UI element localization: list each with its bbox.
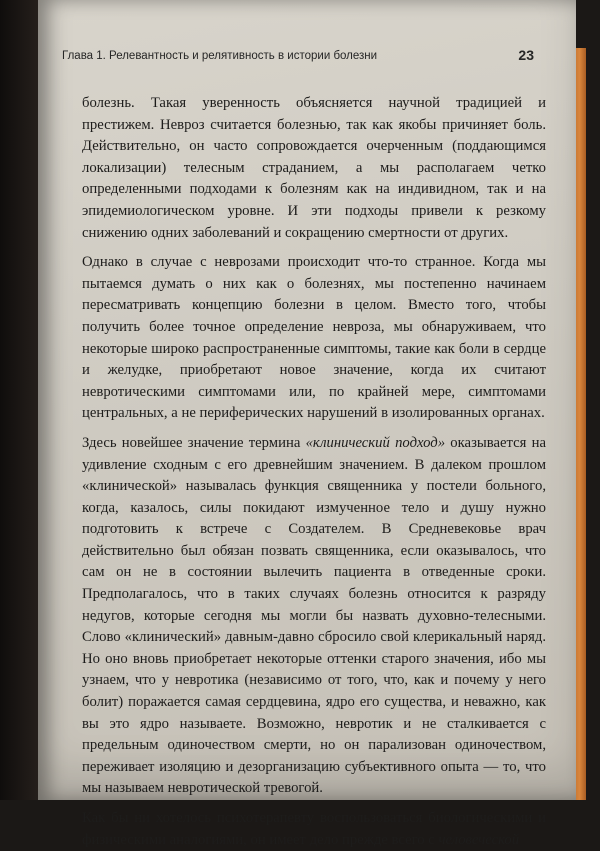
paragraph-4 [82, 808, 546, 851]
paragraph-3-italic-term: «клинический подход» [305, 434, 446, 451]
paragraph-1: болезнь. Такая уверенность объясняется научной традицией и престижем. Невроз считается болезнью, так как якобы причиняет боль. Действительно, он часто сопровождается очерченным (поддающимся локализации) телесным страданием, а мы располагаем четко определенными подходами к болезням как на индивидном, так и на эпидемиологическом уровне. И эти подходы привели к резкому снижению одних заболеваний и сокращению смертности от других. [82, 95, 546, 241]
paragraph-4-start: Как бы ни хотелось психотерапевту воспользоваться биологическими и физическими аналогиями, он имеет дело прежде всего с [82, 810, 546, 848]
book-page [38, 0, 576, 848]
paragraph-3 [82, 433, 546, 800]
paragraph-3-rest: оказывается на удивление сходным с его древнейшим значением. В далеком прошлом «клинической» называлась функция священника у постели больного, когда, казалось, силы покидают измученное тело и душу нужно подготовить к встрече с Создателем. В Средневековье врач действительно был обязан позвать священника, если оказывалось, что сам он не в состоянии вылечить пациента в отведенные сроки. Предполагалось, что в таких случаях болезнь относится к разряду недугов, которые сегодня мы могли бы назвать духовно-телесными. Слово «клинический» давным-давно сбросило свой клерикальный наряд. Но оно вновь приобретает некоторые оттенки старого значения, ибо мы узнаем, что у невротика (независимо от того, что, как и почему у него болит) поражается самая сердцевина, ядро его существа, и неважно, как вы это ядро называете. Возможно, невротик и не сталкивается с предельным одиночеством смерти, но он парализован одиночеством, переживает изоляцию и дезорганизацию субъективного опыта — то, что мы называем невротической тревогой. [82, 434, 546, 797]
chapter-title: Глава 1. Релевантность и релятивность в истории болезни [62, 50, 378, 62]
body-text [82, 93, 546, 851]
paragraph-4-italic-word: человеческой [438, 831, 520, 848]
table-surface [0, 0, 40, 800]
paragraph-2: Однако в случае с неврозами происходит что-то странное. Когда мы пытаемся думать о них как о болезнях, мы постепенно начинаем пересматривать концепцию болезни в целом. Вместо того, чтобы получить более точное определение невроза, мы обнаруживаем, что некоторые широко распространенные симптомы, такие как боли в сердце и желудке, приобретают новое значение, когда их считают невротическими симптомами или, по крайней мере, симптомами центральных, а не периферических нарушений в изолированных органах. [82, 254, 546, 422]
page-number: 23 [518, 47, 534, 63]
paragraph-3-start: Здесь новейшее значение термина [82, 434, 306, 451]
running-head [62, 46, 534, 68]
